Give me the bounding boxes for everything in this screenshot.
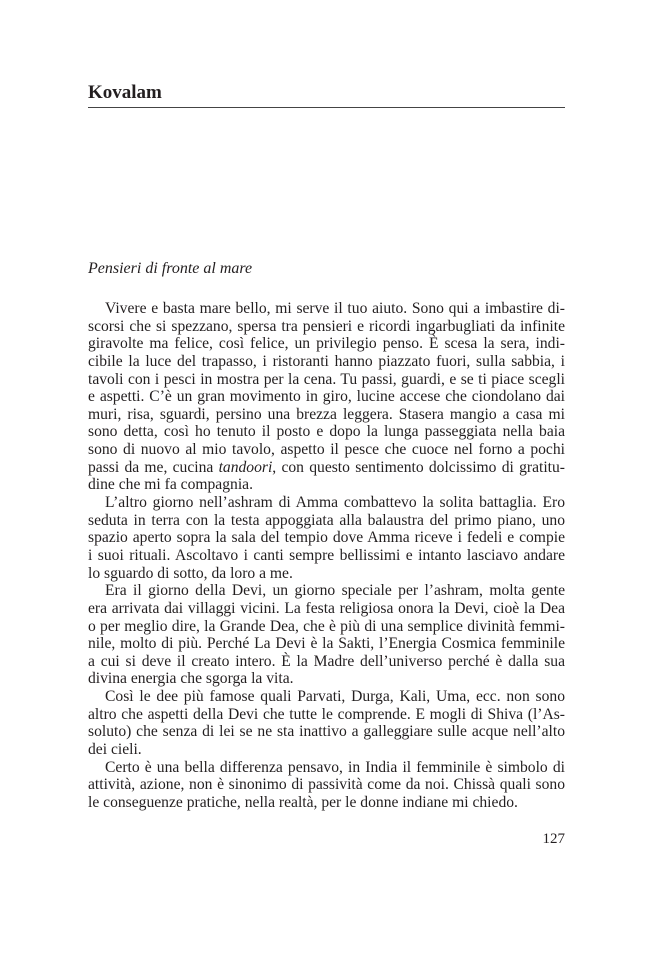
text-line [88, 459, 565, 477]
paragraph [88, 759, 565, 812]
text-line: sono detta, così ho tenuto il posto e dopo la lunga passeggiata nella baia [88, 423, 565, 441]
section-subtitle: Pensieri di fronte al mare [88, 260, 253, 277]
paragraph [88, 494, 565, 582]
chapter-title: Kovalam [88, 82, 162, 103]
text-line: dei cieli. [88, 741, 142, 759]
text-segment: passi da me, cucina [88, 458, 219, 476]
paragraph [88, 582, 565, 688]
page-number: 127 [542, 831, 565, 847]
text-line: Vivere e basta mare bello, mi serve il tuo aiuto. Sono qui a imbastire di- [105, 300, 565, 317]
paragraph [88, 300, 565, 494]
text-line: Così le dee più famose quali Parvati, Durga, Kali, Uma, ecc. non sono [105, 688, 565, 706]
text-line: muri, risa, sguardi, persino una brezza leggera. Stasera mangio a casa mi [88, 405, 565, 423]
text-line: divina energia che sgorga la vita. [88, 670, 294, 688]
text-line: Certo è una bella differenza pensavo, in India il femminile è simbolo di [105, 758, 565, 776]
text-line: cibile la luce del trapasso, i ristoranti hanno piazzato fuori, sulla sabbia, i [88, 352, 565, 370]
text-line: sono di nuovo al mio tavolo, aspetto il pesce che cuoce nel forno a pochi [88, 441, 565, 459]
text-segment: , con questo sentimento dolcissimo di gratitu- [272, 458, 565, 476]
text-line: attività, azione, non è sinonimo di passività come da noi. Chissà quali sono [88, 776, 565, 794]
text-line: spazio aperto sopra la sala del tempio dove Amma riceve i fedeli e compie [88, 529, 565, 547]
text-line: altro che aspetti della Devi che tutte le comprende. E mogli di Shiva (l’As- [88, 705, 565, 723]
text-line: tavoli con i pesci in mostra per la cena. Tu passi, guardi, e se ti piace scegli [88, 370, 565, 388]
text-line: lo sguardo di sotto, da loro a me. [88, 564, 293, 582]
text-line: seduta in terra con la testa appoggiata alla balaustra del primo piano, uno [88, 511, 565, 529]
text-line: i suoi rituali. Ascoltavo i canti sempre bellissimi e intanto lasciavo andare [88, 546, 565, 564]
text-line: scorsi che si spezzano, spersa tra pensieri e ricordi ingarbugliati da infinite [88, 317, 565, 335]
text-line: a cui si deve il creato intero. È la Madre dell’universo perché è dalla sua [88, 652, 565, 670]
text-line: dine che mi fa compagnia. [88, 476, 253, 494]
running-header [88, 82, 565, 108]
italic-term: tandoori [218, 458, 273, 476]
text-line: e aspetti. C’è un gran movimento in giro, lucine accese che ciondolano dai [88, 388, 565, 406]
paragraph [88, 688, 565, 759]
text-line: nile, molto di più. Perché La Devi è la Sakti, l’Energia Cosmica femminile [88, 635, 565, 653]
text-line: giravolte ma felice, così felice, un privilegio penso. È scesa la sera, indi- [88, 335, 565, 353]
text-line: le conseguenze pratiche, nella realtà, per le donne indiane mi chiedo. [88, 793, 518, 811]
text-line: Era il giorno della Devi, un giorno speciale per l’ashram, molta gente [105, 582, 565, 600]
text-line: L’altro giorno nell’ashram di Amma combattevo la solita battaglia. Ero [105, 494, 565, 512]
text-line: o per meglio dire, la Grande Dea, che è più di una semplice divinità femmi- [88, 617, 565, 635]
body-text [88, 300, 565, 812]
text-line: soluto) che senza di lei se ne sta inattivo a galleggiare sulle acque nell’alto [88, 723, 565, 741]
text-line: era arrivata dai villaggi vicini. La festa religiosa onora la Devi, cioè la Dea [88, 599, 565, 617]
